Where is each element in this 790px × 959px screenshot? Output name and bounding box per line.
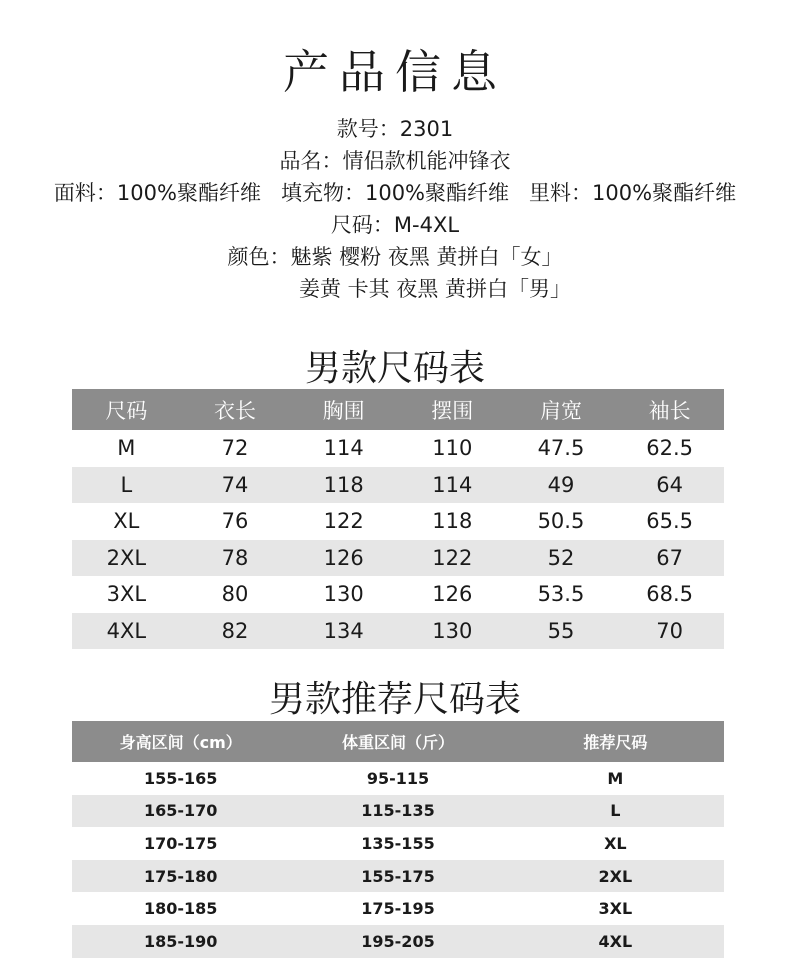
table-cell: 114 (398, 467, 507, 504)
table-cell: 130 (398, 613, 507, 650)
table-cell: 65.5 (646, 509, 694, 534)
table-cell: 134 (289, 613, 398, 650)
table-row (72, 762, 724, 795)
table-cell: 76 (221, 509, 249, 534)
table-row (72, 860, 724, 893)
header-chest: 胸围 (289, 389, 398, 430)
table-cell: 4XL (72, 613, 181, 650)
recommend-table-title: 男款推荐尺码表 (268, 679, 521, 720)
colors-men: 姜黄 卡其 夜黑 黄拼白「男」 (298, 277, 572, 301)
table-cell: 62.5 (646, 436, 694, 461)
header-size: 尺码 (72, 389, 181, 430)
table-cell: 155-175 (289, 860, 506, 893)
table-cell: 55 (507, 613, 616, 650)
table-row (72, 827, 724, 860)
header-length: 衣长 (181, 389, 290, 430)
table-cell: 64 (615, 467, 724, 504)
table-cell: 170-175 (143, 833, 218, 853)
table-cell: L (507, 795, 724, 828)
table-cell: 67 (615, 540, 724, 577)
table-cell: M (607, 768, 624, 788)
colors-women: 颜色：魅紫 樱粉 夜黑 黄拼白「女」 (227, 245, 563, 269)
table-cell: 175-180 (72, 860, 289, 893)
table-cell: 130 (323, 582, 364, 607)
table-cell: 47.5 (537, 436, 585, 461)
table-cell: 155-165 (143, 768, 218, 788)
table-cell: 74 (181, 467, 290, 504)
header-height-range: 身高区间（cm） (72, 721, 289, 762)
header-sleeve: 袖长 (615, 389, 724, 430)
size-range: 尺码：M-4XL (330, 213, 460, 237)
table-row (72, 467, 724, 504)
table-cell: M (117, 436, 136, 461)
table-cell: 4XL (507, 925, 724, 958)
table-cell: 3XL (598, 899, 633, 919)
table-cell: 70 (615, 613, 724, 650)
size-table-title: 男款尺码表 (304, 348, 485, 389)
product-info-block (0, 113, 790, 305)
table-cell: L (72, 467, 181, 504)
table-cell: 118 (432, 509, 473, 534)
page-title: 产品信息 (283, 45, 507, 99)
table-row (72, 613, 724, 650)
table-cell: 114 (323, 436, 364, 461)
table-cell: 80 (221, 582, 249, 607)
table-cell: 82 (181, 613, 290, 650)
table-cell: 95-115 (366, 768, 430, 788)
table-row (72, 503, 724, 540)
size-table (72, 389, 724, 649)
materials-line: 面料：100%聚酯纤维 填充物：100%聚酯纤维 里料：100%聚酯纤维 (53, 181, 737, 205)
table-cell: 110 (432, 436, 473, 461)
table-cell: 122 (323, 509, 364, 534)
table-cell: 180-185 (143, 899, 218, 919)
header-hem: 摆围 (398, 389, 507, 430)
header-shoulder: 肩宽 (507, 389, 616, 430)
table-cell: 2XL (507, 860, 724, 893)
table-cell: 126 (432, 582, 473, 607)
table-cell: 185-190 (72, 925, 289, 958)
table-row (72, 795, 724, 828)
table-cell: 195-205 (289, 925, 506, 958)
table-cell: 68.5 (646, 582, 694, 607)
table-cell: XL (113, 509, 140, 534)
table-row (72, 925, 724, 958)
size-table-header-row (72, 389, 724, 430)
header-weight-range: 体重区间（斤） (289, 721, 506, 762)
table-cell: 175-195 (361, 899, 435, 919)
table-cell: 118 (289, 467, 398, 504)
table-cell: 3XL (106, 582, 147, 607)
table-cell: 53.5 (537, 582, 585, 607)
table-cell: 122 (398, 540, 507, 577)
table-cell: 126 (289, 540, 398, 577)
recommend-table (72, 721, 724, 958)
table-cell: 2XL (72, 540, 181, 577)
table-cell: 135-155 (361, 833, 435, 853)
style-number: 款号：2301 (336, 117, 454, 141)
table-cell: 165-170 (72, 795, 289, 828)
table-cell: 52 (507, 540, 616, 577)
table-row (72, 576, 724, 613)
table-row (72, 540, 724, 577)
product-name: 品名：情侣款机能冲锋衣 (279, 149, 511, 173)
table-row (72, 892, 724, 925)
table-cell: XL (604, 833, 627, 853)
table-cell: 72 (221, 436, 249, 461)
table-cell: 49 (507, 467, 616, 504)
header-recommended-size: 推荐尺码 (507, 721, 724, 762)
recommend-table-header-row (72, 721, 724, 762)
table-cell: 115-135 (289, 795, 506, 828)
table-cell: 78 (181, 540, 290, 577)
table-row (72, 430, 724, 467)
table-cell: 50.5 (537, 509, 585, 534)
